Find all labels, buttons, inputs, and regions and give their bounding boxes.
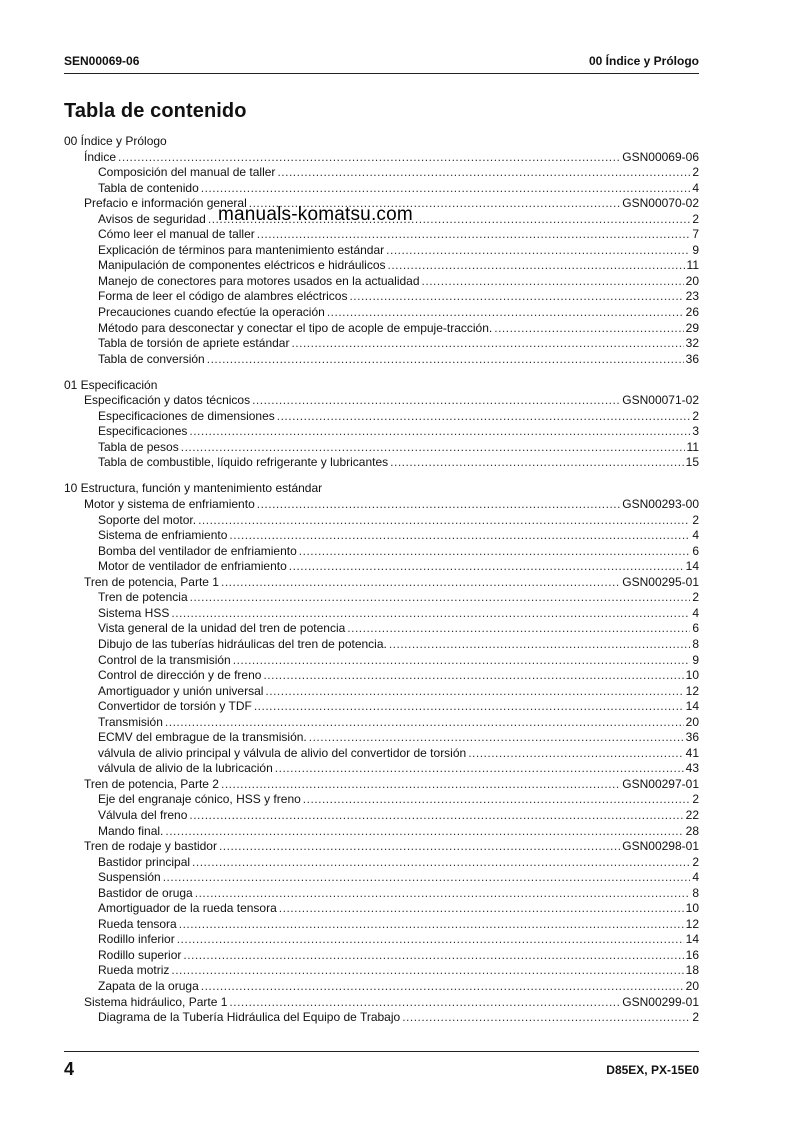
footer-divider bbox=[64, 1051, 699, 1052]
toc-entry-title: 01 Especificación bbox=[64, 377, 158, 392]
toc-entry-title: Vista general de la unidad del tren de potencia bbox=[98, 621, 346, 636]
toc-entry-title: válvula de alivio principal y válvula de alivio del convertidor de torsión bbox=[98, 745, 467, 760]
toc-entry bbox=[64, 948, 699, 964]
toc-page-ref: 7 bbox=[692, 227, 699, 242]
toc-page-ref: 22 bbox=[685, 807, 699, 822]
toc-page-ref: 36 bbox=[685, 351, 699, 366]
page-title: Tabla de contenido bbox=[64, 100, 247, 122]
toc-page-ref: GSN00297-01 bbox=[622, 776, 699, 791]
toc-page-ref: 2 bbox=[692, 408, 699, 423]
toc-page-ref: 32 bbox=[685, 336, 699, 351]
toc-dot-leader bbox=[494, 321, 683, 337]
toc-entry-title: Sistema HSS bbox=[98, 605, 170, 620]
toc-dot-leader bbox=[219, 839, 620, 855]
toc-dot-leader bbox=[229, 528, 690, 544]
toc-page-ref: 36 bbox=[685, 730, 699, 745]
toc-page-ref: 43 bbox=[685, 761, 699, 776]
toc-entry-title: Precauciones cuando efectúe la operación bbox=[98, 305, 325, 320]
toc-dot-leader bbox=[275, 761, 684, 777]
toc-dot-leader bbox=[189, 808, 683, 824]
toc-entry bbox=[64, 761, 699, 777]
toc-entry bbox=[64, 730, 699, 746]
toc-page-ref: 14 bbox=[685, 932, 699, 947]
toc-dot-leader bbox=[229, 995, 620, 1011]
toc-dot-leader bbox=[303, 792, 691, 808]
toc-entry-title: Tren de potencia, Parte 2 bbox=[84, 776, 219, 791]
toc-page-ref: 2 bbox=[692, 512, 699, 527]
toc-entry-title: Cómo leer el manual de taller bbox=[98, 227, 255, 242]
toc-dot-leader bbox=[190, 590, 691, 606]
toc-chapter bbox=[64, 995, 699, 1011]
toc-entry bbox=[64, 886, 699, 902]
toc-page-ref: 12 bbox=[685, 916, 699, 931]
toc-dot-leader bbox=[468, 746, 683, 762]
toc-page-ref: GSN00070-02 bbox=[622, 196, 699, 211]
toc-dot-leader bbox=[177, 932, 684, 948]
toc-page-ref: 11 bbox=[686, 258, 699, 273]
toc-entry bbox=[64, 637, 699, 653]
toc-page-ref: 2 bbox=[692, 211, 699, 226]
toc-entry bbox=[64, 1010, 699, 1026]
toc-page-ref: GSN00069-06 bbox=[622, 149, 699, 164]
toc-entry bbox=[64, 653, 699, 669]
toc-dot-leader bbox=[257, 227, 691, 243]
toc-page-ref: 6 bbox=[692, 621, 699, 636]
toc-entry bbox=[64, 321, 699, 337]
toc-dot-leader bbox=[221, 575, 620, 591]
header-doc-code: SEN00069-06 bbox=[64, 54, 140, 68]
toc-dot-leader bbox=[221, 777, 620, 793]
toc-entry-title: Tren de rodaje y bastidor bbox=[84, 839, 217, 854]
toc-entry-title: Tren de potencia bbox=[98, 590, 188, 605]
toc-entry bbox=[64, 513, 699, 529]
toc-page-ref: 9 bbox=[692, 652, 699, 667]
toc-dot-leader bbox=[233, 653, 691, 669]
toc-entry bbox=[64, 792, 699, 808]
toc-page-ref: 41 bbox=[685, 745, 699, 760]
toc-entry-title: Eje del engranaje cónico, HSS y freno bbox=[98, 792, 301, 807]
toc-page-ref: 16 bbox=[685, 947, 699, 962]
toc-page-ref: 2 bbox=[692, 792, 699, 807]
toc-entry-title: Forma de leer el código de alambres eléctricos bbox=[98, 289, 348, 304]
toc-entry bbox=[64, 855, 699, 871]
toc-entry bbox=[64, 963, 699, 979]
toc-entry-title: Tren de potencia, Parte 1 bbox=[84, 574, 219, 589]
toc-page-ref: 4 bbox=[692, 180, 699, 195]
toc-page-ref: 10 bbox=[685, 668, 699, 683]
toc-chapter bbox=[64, 575, 699, 591]
toc-entry-title: Especificación y datos técnicos bbox=[84, 393, 251, 408]
toc-dot-leader bbox=[165, 824, 683, 840]
toc-entry-title: Explicación de términos para mantenimiento estándar bbox=[98, 242, 385, 257]
toc-dot-leader bbox=[327, 305, 684, 321]
toc-entry-title: válvula de alivio de la lubricación bbox=[98, 761, 273, 776]
toc-entry-title: Dibujo de las tuberías hidráulicas del tren de potencia. bbox=[98, 636, 387, 651]
toc-entry-title: Bastidor de oruga bbox=[98, 885, 193, 900]
toc-entry-title: Control de la transmisión bbox=[98, 652, 231, 667]
toc-dot-leader bbox=[181, 440, 685, 456]
toc-entry bbox=[64, 352, 699, 368]
toc-page-ref: 4 bbox=[692, 528, 699, 543]
toc-entry-title: Zapata de la oruga bbox=[98, 978, 199, 993]
toc-entry bbox=[64, 559, 699, 575]
toc-entry bbox=[64, 258, 699, 274]
toc-entry-title: Bastidor principal bbox=[98, 854, 191, 869]
toc-section bbox=[64, 134, 699, 150]
toc-dot-leader bbox=[386, 243, 690, 259]
toc-dot-leader bbox=[201, 181, 691, 197]
toc-page-ref: GSN00071-02 bbox=[622, 393, 699, 408]
toc-page-ref: 23 bbox=[685, 289, 699, 304]
toc-entry bbox=[64, 668, 699, 684]
toc-entry-title: Válvula del freno bbox=[98, 807, 188, 822]
toc-page-ref: 20 bbox=[685, 714, 699, 729]
toc-dot-leader bbox=[118, 150, 620, 166]
toc-entry-title: Prefacio e información general bbox=[84, 196, 247, 211]
toc-entry-title: Rodillo superior bbox=[98, 947, 182, 962]
toc-entry-title: Avisos de seguridad bbox=[98, 211, 206, 226]
toc-entry-title: Tabla de torsión de apriete estándar bbox=[98, 336, 290, 351]
toc-dot-leader bbox=[277, 165, 690, 181]
toc-dot-leader bbox=[289, 559, 684, 575]
toc-entry-title: Tabla de pesos bbox=[98, 439, 179, 454]
toc-entry bbox=[64, 621, 699, 637]
toc-dot-leader bbox=[257, 497, 621, 513]
toc-chapter bbox=[64, 150, 699, 166]
header-divider bbox=[64, 73, 699, 74]
toc-entry-title: Método para desconectar y conectar el tipo de acople de empuje-tracción. bbox=[98, 320, 493, 335]
toc-entry-title: Rueda tensora bbox=[98, 916, 177, 931]
toc-entry bbox=[64, 979, 699, 995]
toc-entry bbox=[64, 715, 699, 731]
toc-entry-title: Sistema de enfriamiento bbox=[98, 528, 228, 543]
toc-entry bbox=[64, 528, 699, 544]
toc-page-ref: 14 bbox=[685, 699, 699, 714]
toc-entry bbox=[64, 544, 699, 560]
toc-entry-title: Especificaciones bbox=[98, 424, 188, 439]
toc-dot-leader bbox=[171, 963, 683, 979]
toc-entry bbox=[64, 606, 699, 622]
toc-page-ref: 2 bbox=[692, 165, 699, 180]
toc-entry bbox=[64, 305, 699, 321]
toc-entry-title: Bomba del ventilador de enfriamiento bbox=[98, 543, 297, 558]
toc-entry-title: Mando final. bbox=[98, 823, 164, 838]
toc-dot-leader bbox=[299, 544, 691, 560]
header-section-title: 00 Índice y Prólogo bbox=[588, 54, 699, 68]
toc-page-ref: 28 bbox=[685, 823, 699, 838]
toc-dot-leader bbox=[277, 409, 691, 425]
toc-dot-leader bbox=[183, 948, 683, 964]
toc-entry-title: Composición del manual de taller bbox=[98, 165, 276, 180]
toc-entry bbox=[64, 289, 699, 305]
toc-entry bbox=[64, 165, 699, 181]
toc-entry bbox=[64, 274, 699, 290]
toc-chapter bbox=[64, 777, 699, 793]
toc-dot-leader bbox=[263, 668, 683, 684]
footer-model: D85EX, PX-15E0 bbox=[606, 1063, 699, 1077]
toc-page-ref: 10 bbox=[685, 901, 699, 916]
toc-page-ref: 15 bbox=[685, 455, 699, 470]
toc-dot-leader bbox=[389, 637, 690, 653]
toc-page-ref: GSN00298-01 bbox=[622, 839, 699, 854]
toc-entry bbox=[64, 901, 699, 917]
toc-page-ref: 29 bbox=[685, 320, 699, 335]
toc-entry-title: Rodillo inferior bbox=[98, 932, 175, 947]
toc-chapter bbox=[64, 497, 699, 513]
toc-dot-leader bbox=[163, 870, 691, 886]
watermark-text: manuals-komatsu.com bbox=[218, 204, 413, 225]
toc-dot-leader bbox=[265, 684, 683, 700]
toc-entry bbox=[64, 746, 699, 762]
toc-page-ref: 2 bbox=[692, 590, 699, 605]
toc-entry-title: 10 Estructura, función y mantenimiento estándar bbox=[64, 481, 323, 496]
toc-dot-leader bbox=[349, 289, 683, 305]
toc-entry-title: Tabla de conversión bbox=[98, 351, 205, 366]
toc-entry bbox=[64, 808, 699, 824]
toc-entry-title: Convertidor de torsión y TDF bbox=[98, 699, 252, 714]
toc-entry bbox=[64, 684, 699, 700]
toc-page-ref: GSN00293-00 bbox=[622, 497, 699, 512]
toc-page-ref: 9 bbox=[692, 242, 699, 257]
toc-entry bbox=[64, 424, 699, 440]
toc-page-ref: 8 bbox=[692, 636, 699, 651]
toc-dot-leader bbox=[165, 715, 684, 731]
toc-entry bbox=[64, 824, 699, 840]
toc-entry-title: Amortiguador de la rueda tensora bbox=[98, 901, 277, 916]
toc-section bbox=[64, 378, 699, 394]
toc-entry bbox=[64, 917, 699, 933]
toc-page-ref: GSN00299-01 bbox=[622, 994, 699, 1009]
toc-entry-title: 00 Índice y Prólogo bbox=[64, 134, 167, 148]
table-of-contents bbox=[64, 134, 699, 1026]
toc-page-ref: 11 bbox=[686, 439, 699, 454]
toc-entry-title: Diagrama de la Tubería Hidráulica del Equipo de Trabajo bbox=[98, 1010, 401, 1025]
toc-entry bbox=[64, 181, 699, 197]
toc-section bbox=[64, 481, 699, 497]
toc-page-ref: 20 bbox=[685, 978, 699, 993]
toc-dot-leader bbox=[192, 855, 690, 871]
toc-dot-leader bbox=[252, 393, 620, 409]
toc-dot-leader bbox=[171, 606, 690, 622]
toc-page-ref: 2 bbox=[692, 1010, 699, 1025]
toc-entry-title: Manipulación de componentes eléctricos e hidráulicos bbox=[98, 258, 386, 273]
toc-entry bbox=[64, 227, 699, 243]
toc-dot-leader bbox=[422, 274, 684, 290]
page-number: 4 bbox=[64, 1059, 75, 1079]
toc-dot-leader bbox=[179, 917, 684, 933]
toc-dot-leader bbox=[254, 699, 684, 715]
toc-dot-leader bbox=[195, 886, 691, 902]
toc-page-ref: 8 bbox=[692, 885, 699, 900]
toc-page-ref: 20 bbox=[685, 273, 699, 288]
toc-entry-title: Control de dirección y de freno bbox=[98, 668, 262, 683]
toc-chapter bbox=[64, 393, 699, 409]
toc-dot-leader bbox=[402, 1010, 690, 1026]
toc-entry-title: Motor y sistema de enfriamiento bbox=[84, 497, 255, 512]
toc-dot-leader bbox=[279, 901, 684, 917]
toc-entry-title: Manejo de conectores para motores usados en la actualidad bbox=[98, 273, 420, 288]
toc-page-ref: 2 bbox=[692, 854, 699, 869]
toc-entry bbox=[64, 870, 699, 886]
toc-entry-title: Transmisión bbox=[98, 714, 163, 729]
toc-dot-leader bbox=[390, 455, 683, 471]
toc-entry-title: Tabla de contenido bbox=[98, 180, 199, 195]
toc-entry bbox=[64, 699, 699, 715]
toc-page-ref: 12 bbox=[685, 683, 699, 698]
toc-dot-leader bbox=[347, 621, 690, 637]
toc-entry-title: Motor de ventilador de enfriamiento bbox=[98, 559, 287, 574]
toc-entry-title: Suspensión bbox=[98, 870, 161, 885]
toc-entry bbox=[64, 243, 699, 259]
toc-page-ref: 6 bbox=[692, 543, 699, 558]
toc-entry-title: Especificaciones de dimensiones bbox=[98, 408, 275, 423]
toc-dot-leader bbox=[201, 979, 684, 995]
toc-page-ref: 26 bbox=[685, 305, 699, 320]
toc-dot-leader bbox=[388, 258, 685, 274]
toc-entry-title: ECMV del embrague de la transmisión. bbox=[98, 730, 307, 745]
toc-page-ref: 18 bbox=[685, 963, 699, 978]
toc-entry-title: Tabla de combustible, líquido refrigerante y lubricantes bbox=[98, 455, 389, 470]
toc-entry bbox=[64, 440, 699, 456]
toc-entry-title: Índice bbox=[84, 149, 117, 164]
toc-dot-leader bbox=[207, 352, 684, 368]
toc-entry bbox=[64, 590, 699, 606]
toc-page-ref: GSN00295-01 bbox=[622, 574, 699, 589]
toc-dot-leader bbox=[198, 513, 690, 529]
toc-dot-leader bbox=[291, 336, 683, 352]
toc-page-ref: 3 bbox=[692, 424, 699, 439]
toc-dot-leader bbox=[309, 730, 684, 746]
toc-entry-title: Rueda motriz bbox=[98, 963, 170, 978]
toc-dot-leader bbox=[189, 424, 690, 440]
toc-entry bbox=[64, 932, 699, 948]
toc-entry bbox=[64, 409, 699, 425]
toc-entry-title: Soporte del motor. bbox=[98, 512, 197, 527]
toc-page-ref: 4 bbox=[692, 870, 699, 885]
toc-chapter bbox=[64, 839, 699, 855]
toc-entry-title: Sistema hidráulico, Parte 1 bbox=[84, 994, 228, 1009]
toc-entry-title: Amortiguador y unión universal bbox=[98, 683, 264, 698]
toc-entry bbox=[64, 455, 699, 471]
toc-page-ref: 14 bbox=[685, 559, 699, 574]
toc-entry bbox=[64, 336, 699, 352]
toc-page-ref: 4 bbox=[692, 605, 699, 620]
